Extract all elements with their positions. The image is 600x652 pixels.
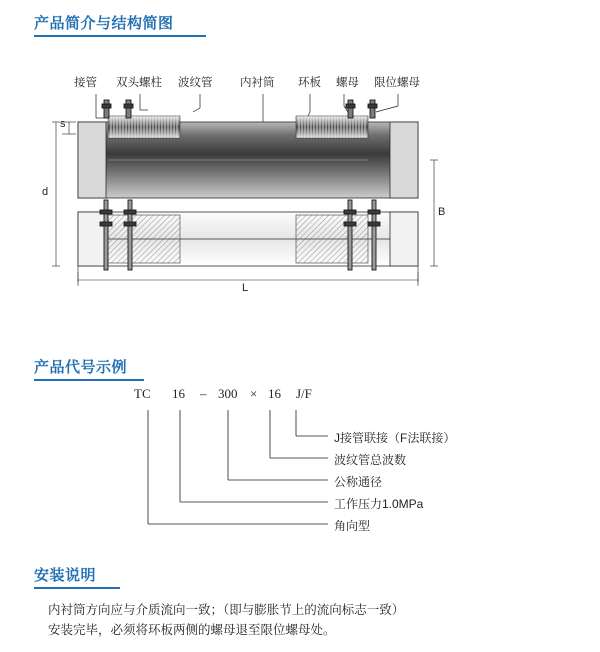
section-title-install: 安装说明 bbox=[34, 567, 97, 584]
install-instructions bbox=[48, 600, 568, 640]
code-desc-waves: 波纹管总波数 bbox=[334, 453, 407, 467]
dim-label-s: s bbox=[60, 118, 66, 130]
install-line-2: 安装完毕，必须将环板两侧的螺母退至限位螺母处。 bbox=[48, 623, 336, 637]
dim-label-l: L bbox=[242, 282, 249, 294]
code-token-tc: TC bbox=[134, 386, 151, 401]
section-title-intro: 产品简介与结构简图 bbox=[34, 15, 174, 32]
section-rule-install bbox=[34, 587, 120, 589]
callout-label-jieguan: 接管 bbox=[74, 77, 97, 89]
code-desc-connection: J接管联接（F法联接） bbox=[334, 431, 456, 445]
dim-label-d: d bbox=[42, 186, 49, 198]
section-rule-code bbox=[34, 379, 144, 381]
code-token-300: 300 bbox=[218, 386, 238, 401]
callout-label-nut: 螺母 bbox=[336, 77, 359, 89]
code-desc-type: 角向型 bbox=[334, 519, 371, 533]
code-desc-dn: 公称通径 bbox=[334, 475, 383, 489]
code-token-16-a: 16 bbox=[172, 386, 185, 401]
callout-label-limit-nut: 限位螺母 bbox=[374, 77, 420, 89]
code-token-dash: – bbox=[200, 386, 207, 401]
callout-label-stud: 双头螺柱 bbox=[116, 77, 162, 89]
callout-label-ringplate: 环板 bbox=[298, 77, 321, 89]
code-token-jf: J/F bbox=[296, 386, 312, 401]
dim-label-b: B bbox=[438, 206, 446, 218]
install-line-1: 内衬筒方向应与介质流向一致；（即与膨胀节上的流向标志一致） bbox=[48, 603, 405, 617]
code-desc-pressure: 工作压力1.0MPa bbox=[334, 497, 424, 511]
section-title-code: 产品代号示例 bbox=[34, 359, 128, 376]
callout-label-liner: 内衬筒 bbox=[240, 77, 275, 89]
structure-diagram bbox=[42, 60, 548, 294]
code-leader-lines bbox=[110, 392, 530, 542]
callout-label-bellows: 波纹管 bbox=[178, 77, 213, 89]
code-token-16-b: 16 bbox=[268, 386, 281, 401]
section-rule-intro bbox=[34, 35, 206, 37]
code-token-times: × bbox=[250, 386, 258, 401]
code-designation-diagram bbox=[110, 386, 530, 542]
structure-diagram-svg bbox=[48, 60, 548, 290]
